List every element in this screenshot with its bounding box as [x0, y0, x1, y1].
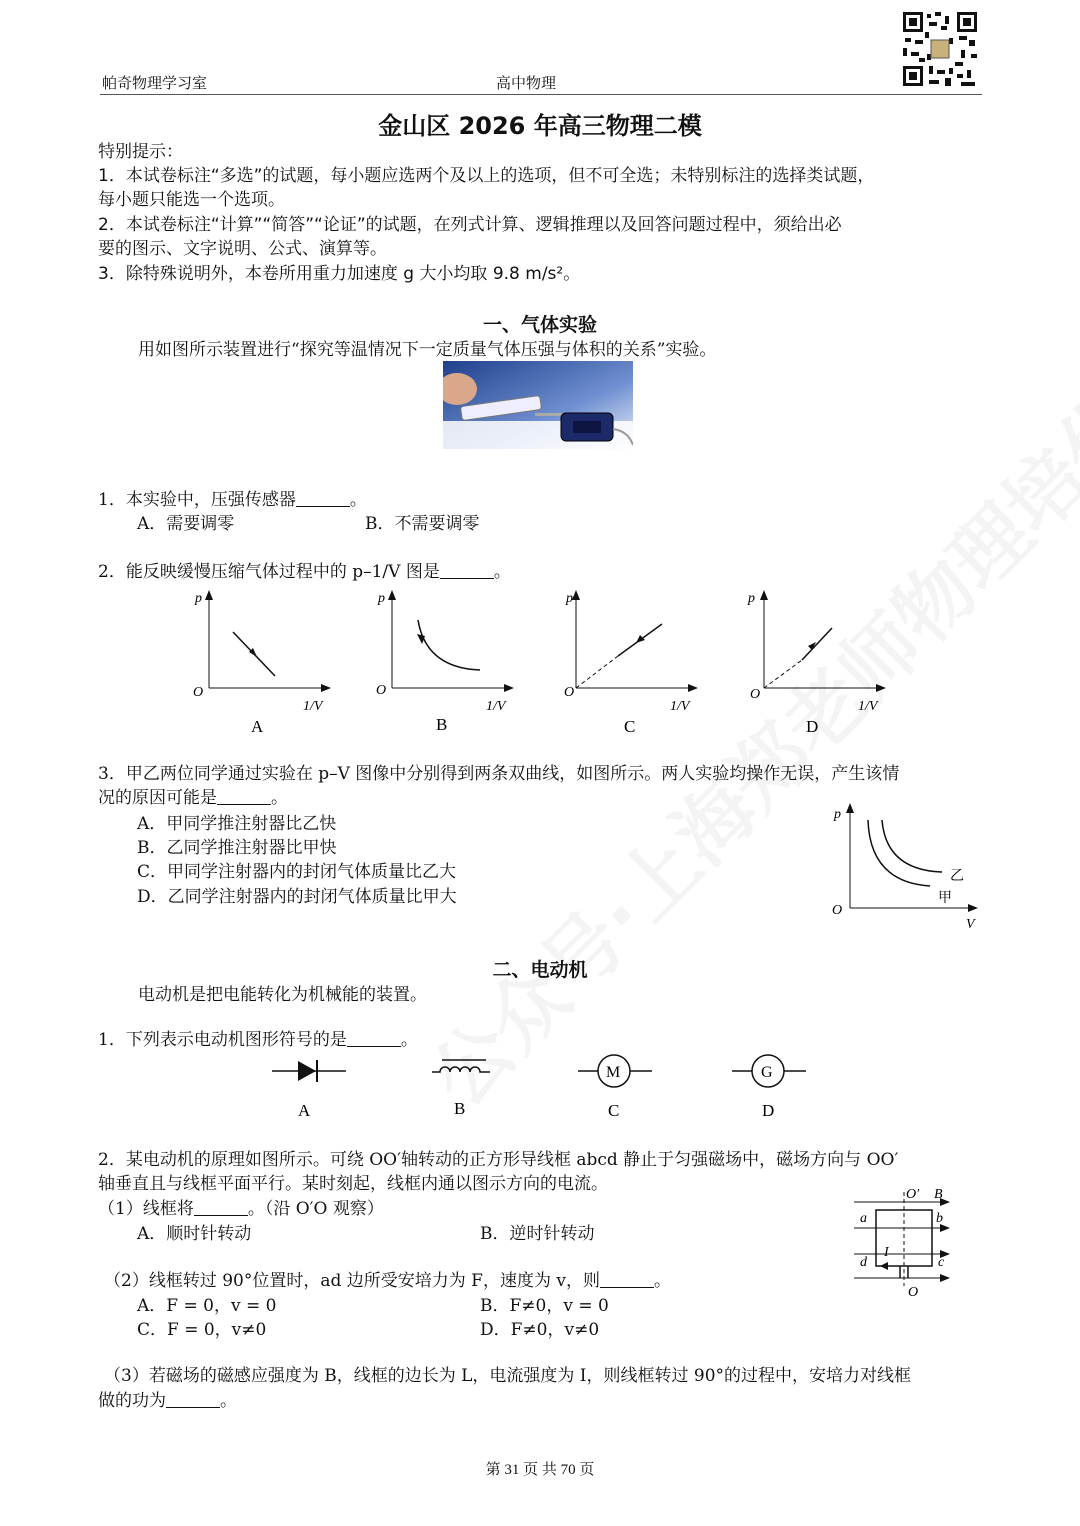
notice-line: 每小题只能选一个选项。	[98, 190, 285, 210]
axis-o: O	[376, 683, 387, 698]
current-i: I	[884, 1245, 889, 1260]
graph-label: A	[251, 717, 264, 736]
page-title: 金山区 2026 年高三物理二模	[378, 112, 702, 140]
s2-q2-s1-stem: （1）线框将 。（沿 O′O 观察）	[98, 1199, 384, 1219]
notice-line: 1．本试卷标注“多选”的试题，每小题应选两个及以上的选项，但不可全选；未特别标注的选择类试题，	[98, 166, 875, 186]
axis-o: O	[750, 687, 761, 702]
notice-heading: 特别提示：	[98, 142, 183, 162]
motor-symbol-icon	[576, 1050, 656, 1122]
notice-line: 3．除特殊说明外，本卷所用重力加速度 g 大小均取 9.8 m/s²。	[98, 264, 581, 284]
pv-hyperbola-graph	[826, 800, 986, 936]
answer-blank[interactable]	[194, 1198, 248, 1216]
axis-p: p	[195, 591, 202, 606]
s1-q3-option-a: A．甲同学推注射器比乙快	[137, 814, 337, 834]
graph-d	[740, 588, 900, 738]
axis-x: 1/V	[486, 699, 506, 714]
graph-label: B	[436, 715, 448, 734]
corner-c: c	[938, 1255, 945, 1270]
axis-p: p	[748, 591, 755, 606]
syringe-apparatus-photo	[443, 361, 633, 449]
s2-q1-stem: 1．下列表示电动机图形符号的是 。	[98, 1030, 418, 1050]
field-b-label: B	[934, 1187, 943, 1202]
coil-field-diagram	[850, 1182, 960, 1302]
notice-line: 要的图示、文字说明、公式、演算等。	[98, 239, 387, 259]
axis-x: 1/V	[858, 699, 878, 714]
notice-line: 2．本试卷标注“计算”“简答”“论证”的试题，在列式计算、逻辑推理以及回答问题过程中，须给出必	[98, 215, 842, 235]
answer-blank[interactable]	[217, 787, 271, 805]
axis-p: p	[378, 591, 385, 606]
symbol-label: C	[608, 1101, 620, 1120]
s1-q2-stem: 2．能反映缓慢压缩气体过程中的 p–1/V 图是 。	[98, 562, 511, 582]
graph-label: D	[806, 717, 819, 736]
axis-o: O	[832, 903, 843, 918]
watermark	[402, 365, 1080, 1127]
curve-label-jia: 甲	[938, 890, 952, 906]
graph-c	[552, 588, 712, 738]
s1-q3-line1: 3．甲乙两位同学通过实验在 p–V 图像中分别得到两条双曲线，如图所示。两人实验均操作无误，产生该情	[98, 764, 900, 784]
axis-o: O	[564, 685, 575, 700]
axis-x: 1/V	[303, 699, 323, 714]
generator-letter: G	[761, 1064, 773, 1081]
s2-q2-s2-option-b: B．F≠0，v = 0	[480, 1296, 609, 1316]
answer-blank[interactable]	[166, 1390, 220, 1408]
s1-q1-option-b: B．不需要调零	[365, 514, 480, 534]
s2-q2-line2: 轴垂直且与线框平面平行。某时刻起，线框内通以图示方向的电流。	[98, 1174, 608, 1194]
s1-q1-stem: 1．本实验中，压强传感器 。	[98, 490, 367, 510]
s2-q2-line1: 2．某电动机的原理如图所示。可绕 OO′轴转动的正方形导线框 abcd 静止于匀强磁场中，磁场方向与 OO′	[98, 1150, 899, 1170]
axis-p: p	[566, 591, 573, 606]
axis-v: V	[966, 917, 975, 932]
graph-label: C	[624, 717, 636, 736]
axis-p: p	[834, 807, 841, 822]
corner-a: a	[860, 1211, 867, 1226]
s1-q3-option-b: B．乙同学推注射器比甲快	[137, 838, 337, 858]
corner-d: d	[860, 1255, 867, 1270]
header-center: 高中物理	[496, 74, 557, 92]
page-footer: 第 31 页 共 70 页	[485, 1462, 595, 1478]
inductor-symbol-icon	[428, 1052, 498, 1122]
axis-o-prime: O′	[906, 1187, 920, 1202]
diode-symbol-icon	[270, 1054, 350, 1124]
s2-q2-s1-option-a: A．顺时针转动	[137, 1224, 252, 1244]
answer-blank[interactable]	[600, 1270, 654, 1288]
graph-a	[185, 588, 345, 738]
curve-label-yi: 乙	[950, 868, 964, 884]
axis-x: 1/V	[670, 699, 690, 714]
answer-blank[interactable]	[296, 489, 350, 507]
s2-q2-s2-stem: （2）线框转过 90°位置时，ad 边所受安培力为 F，速度为 v，则 。	[104, 1271, 671, 1291]
s1-q1-option-a: A．需要调零	[137, 514, 235, 534]
s2-q2-s2-option-c: C．F = 0，v≠0	[137, 1320, 267, 1340]
s2-q2-s3-line2: 做的功为 。	[98, 1391, 237, 1411]
qr-code-icon	[901, 10, 979, 88]
s2-q2-s2-option-a: A．F = 0，v = 0	[137, 1296, 277, 1316]
answer-blank[interactable]	[440, 561, 494, 579]
s2-q2-s3-line1: （3）若磁场的磁感应强度为 B，线框的边长为 L，电流强度为 I，则线框转过 90°的过程中，安培力对线框	[104, 1366, 912, 1386]
header-rule	[100, 94, 982, 95]
corner-b: b	[936, 1211, 943, 1226]
s1-q3-option-c: C．甲同学注射器内的封闭气体质量比乙大	[137, 862, 457, 882]
s1-q3-line2: 况的原因可能是 。	[98, 788, 288, 808]
motor-letter: M	[606, 1064, 621, 1081]
axis-o: O	[193, 685, 204, 700]
section2-title: 二、电动机	[492, 959, 588, 981]
s1-q3-option-d: D．乙同学注射器内的封闭气体质量比甲大	[137, 887, 457, 907]
axis-o: O	[908, 1285, 919, 1300]
graph-b	[368, 588, 528, 738]
answer-blank[interactable]	[347, 1029, 401, 1047]
header-left: 帕奇物理学习室	[102, 74, 208, 92]
section1-title: 一、气体实验	[482, 314, 597, 336]
section1-intro: 用如图所示装置进行“探究等温情况下一定质量气体压强与体积的关系”实验。	[138, 340, 717, 360]
generator-symbol-icon	[730, 1050, 810, 1122]
section2-intro: 电动机是把电能转化为机械能的装置。	[138, 985, 427, 1005]
s2-q2-s1-option-b: B．逆时针转动	[480, 1224, 595, 1244]
symbol-label: D	[762, 1101, 775, 1120]
symbol-label: B	[454, 1099, 466, 1118]
symbol-label: A	[298, 1101, 311, 1120]
s2-q2-s2-option-d: D．F≠0，v≠0	[480, 1320, 600, 1340]
